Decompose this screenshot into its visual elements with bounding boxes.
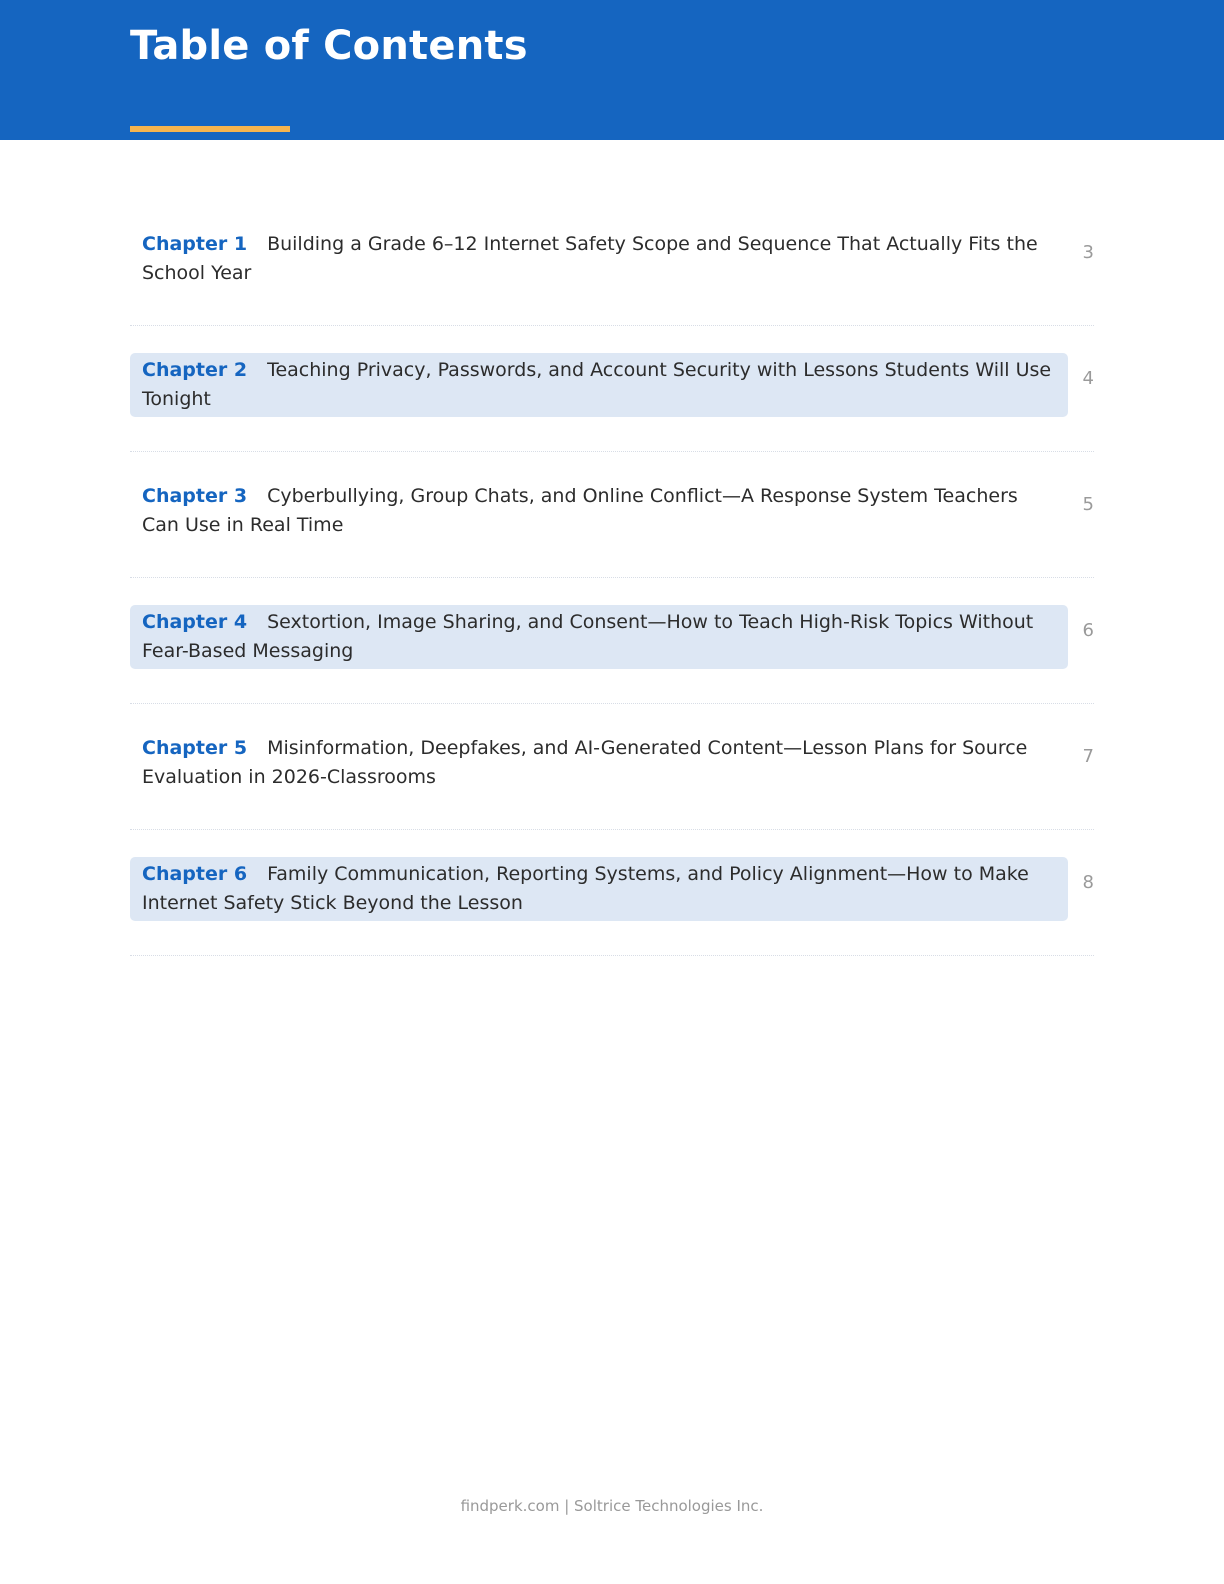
chapter-title: Family Communication, Reporting Systems, and Policy Alignment—How to Make Internet Safety Stick Beyond the Lesson [142,863,1029,914]
toc-entry [130,479,1068,543]
toc-row-chapter-2[interactable] [130,326,1094,452]
toc-entry-highlighted [130,353,1068,417]
chapter-label: Chapter 2 [142,359,248,381]
page-number: 5 [1082,494,1094,515]
chapter-title: Cyberbullying, Group Chats, and Online Conflict—A Response System Teachers Can Use in Real Time [142,485,1018,536]
header-banner [0,0,1224,140]
toc-row-chapter-4[interactable] [130,578,1094,704]
page-number: 4 [1082,368,1094,389]
chapter-label: Chapter 5 [142,737,248,759]
chapter-label: Chapter 1 [142,233,248,255]
chapter-title: Misinformation, Deepfakes, and AI-Generated Content—Lesson Plans for Source Evaluation in 2026-Classrooms [142,737,1028,788]
page-number: 3 [1082,242,1094,263]
footer: findperk.com | Soltrice Technologies Inc. [460,1497,764,1515]
toc-row-chapter-5[interactable] [130,704,1094,830]
chapter-label: Chapter 6 [142,863,248,885]
chapter-label: Chapter 4 [142,611,248,633]
table-of-contents [130,200,1094,956]
page-number: 8 [1082,872,1094,893]
toc-entry-highlighted [130,857,1068,921]
toc-row-chapter-1[interactable] [130,200,1094,326]
title-accent-bar [130,126,290,132]
chapter-title: Teaching Privacy, Passwords, and Account Security with Lessons Students Will Use Tonight [142,359,1052,410]
chapter-title: Building a Grade 6–12 Internet Safety Scope and Sequence That Actually Fits the School Year [142,233,1038,284]
toc-entry [130,227,1068,291]
page-title: Table of Contents [130,23,528,69]
page-number: 7 [1082,746,1094,767]
chapter-label: Chapter 3 [142,485,248,507]
toc-row-chapter-3[interactable] [130,452,1094,578]
page-number: 6 [1082,620,1094,641]
toc-row-chapter-6[interactable] [130,830,1094,956]
chapter-title: Sextortion, Image Sharing, and Consent—How to Teach High-Risk Topics Without Fear-Based Messaging [142,611,1034,662]
toc-entry [130,731,1068,795]
toc-entry-highlighted [130,605,1068,669]
